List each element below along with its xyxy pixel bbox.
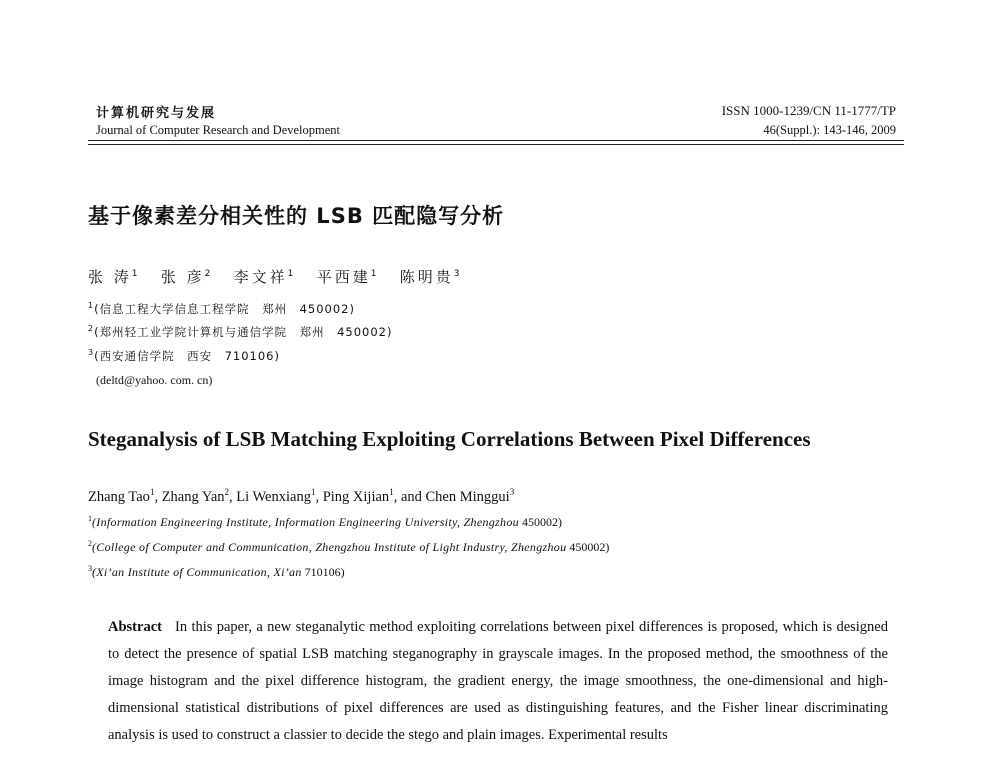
affiliation-mark: 1 bbox=[88, 301, 95, 311]
paper-title-chinese: 基于像素差分相关性的 LSB 匹配隐写分析 bbox=[88, 204, 505, 228]
abstract bbox=[108, 614, 888, 749]
affiliation-name: (Xi’an Institute of Communication, Xi’an bbox=[92, 565, 302, 579]
author-affiliation-mark: 1 bbox=[389, 487, 394, 497]
author-affiliation-mark: 2 bbox=[224, 487, 230, 497]
header-rule-thick bbox=[88, 140, 904, 141]
affiliation-english-2 bbox=[88, 539, 609, 555]
author-name: Zhang Yan bbox=[161, 488, 225, 505]
affiliation-mark: 2 bbox=[88, 539, 92, 548]
affiliation-text: (信息工程大学信息工程学院 郑州 450002) bbox=[94, 302, 355, 316]
affiliation-chinese-1 bbox=[88, 301, 355, 317]
affiliation-postcode: 710106) bbox=[301, 565, 345, 579]
author-affiliation-mark: 1 bbox=[149, 487, 155, 497]
author-affiliation-mark: 1 bbox=[287, 269, 294, 279]
author-list-english bbox=[88, 487, 514, 506]
affiliation-mark: 2 bbox=[88, 324, 95, 334]
author-affiliation-mark: 2 bbox=[204, 269, 211, 279]
author-affiliation-mark: 1 bbox=[131, 269, 138, 279]
journal-issn: ISSN 1000-1239/CN 11-1777/TP bbox=[721, 103, 896, 118]
affiliation-english-1 bbox=[88, 514, 562, 530]
author-name: 张 涛 bbox=[88, 268, 132, 286]
author-separator: , bbox=[315, 488, 323, 505]
author-name: Chen Minggui bbox=[425, 488, 510, 505]
author-affiliation-mark: 1 bbox=[370, 269, 377, 279]
header-rule-thin bbox=[88, 144, 904, 145]
journal-title-english: Journal of Computer Research and Development bbox=[96, 123, 341, 137]
author-separator: , bbox=[229, 488, 237, 505]
author-name: 平西建 bbox=[316, 268, 371, 286]
author-name: Zhang Tao bbox=[88, 488, 150, 505]
paper-title-english: Steganalysis of LSB Matching Exploiting Correlations Between Pixel Differences bbox=[88, 427, 811, 451]
affiliation-postcode: 450002) bbox=[518, 515, 562, 529]
author-name: Li Wenxiang bbox=[236, 488, 311, 505]
abstract-body: In this paper, a new steganalytic method exploiting correlations between pixel differences is proposed, which is designed to detect the presence of spatial LSB matching steganography in grayscale images. In the proposed method, the smoothness of the image histogram and the pixel difference histogram, the gradient energy, the image smoothness, the one-dimensional and high-dimensional statistical distributions of pixel differences are used as distinguishing features, and the Fisher linear discriminating analysis is used to construct a classier to decide the stego and plain images. Experimental results bbox=[108, 619, 888, 743]
affiliation-mark: 1 bbox=[88, 514, 92, 523]
affiliation-text: (西安通信学院 西安 710106) bbox=[94, 349, 280, 363]
affiliation-chinese-2 bbox=[88, 324, 392, 340]
author-name: 张 彦 bbox=[160, 268, 205, 286]
affiliation-english-3 bbox=[88, 564, 345, 580]
journal-title-chinese: 计算机研究与发展 bbox=[96, 106, 217, 121]
contact-email: (deltd@yahoo. com. cn) bbox=[96, 373, 213, 387]
author-name: 李文祥 bbox=[233, 268, 288, 286]
author-separator: , bbox=[154, 488, 162, 505]
author-list-chinese bbox=[88, 266, 460, 287]
author-affiliation-mark: 3 bbox=[453, 269, 460, 279]
affiliation-postcode: 450002) bbox=[566, 540, 610, 554]
affiliation-mark: 3 bbox=[88, 564, 92, 573]
affiliation-chinese-3 bbox=[88, 348, 280, 364]
abstract-label: Abstract bbox=[108, 619, 162, 635]
journal-volume-pages: 46(Suppl.): 143-146, 2009 bbox=[763, 123, 896, 137]
affiliation-mark: 3 bbox=[88, 348, 95, 358]
author-affiliation-mark: 1 bbox=[310, 487, 316, 497]
author-name: 陈明贵 bbox=[399, 268, 454, 286]
author-separator: , and bbox=[393, 488, 426, 505]
affiliation-name: (Information Engineering Institute, Information Engineering University, Zhengzhou bbox=[92, 515, 519, 529]
affiliation-text: (郑州轻工业学院计算机与通信学院 郑州 450002) bbox=[94, 325, 393, 339]
author-affiliation-mark: 3 bbox=[509, 487, 515, 497]
affiliation-name: (College of Computer and Communication, Zhengzhou Institute of Light Industry, Zhengzhou bbox=[92, 540, 567, 554]
author-name: Ping Xijian bbox=[322, 488, 390, 505]
